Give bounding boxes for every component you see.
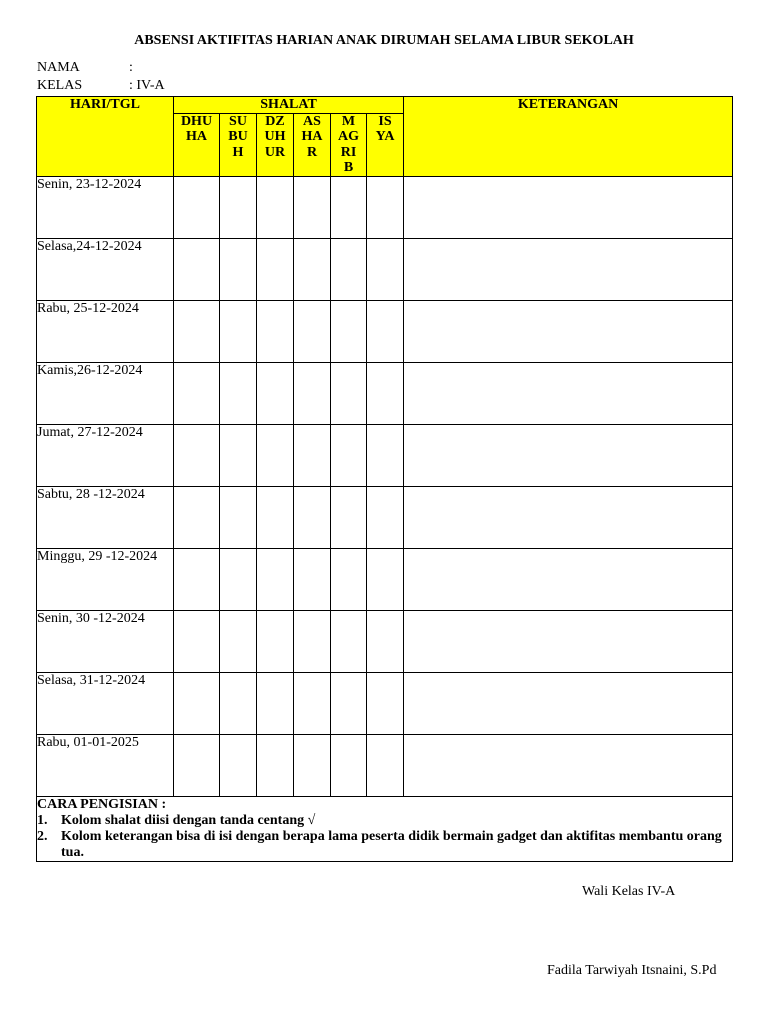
nama-label: NAMA: [37, 60, 80, 75]
check-cell[interactable]: [331, 734, 367, 796]
check-cell[interactable]: [220, 300, 257, 362]
check-cell[interactable]: [331, 486, 367, 548]
header-row: [37, 97, 733, 114]
keterangan-cell[interactable]: [404, 672, 733, 734]
kelas-label: KELAS: [37, 78, 83, 93]
check-cell[interactable]: [294, 610, 331, 672]
instruction-text: Kolom shalat diisi dengan tanda centang √: [61, 812, 316, 828]
date-cell: Rabu, 01-01-2025: [37, 734, 174, 796]
check-cell[interactable]: [174, 362, 220, 424]
check-cell[interactable]: [367, 610, 404, 672]
kelas-value: : IV-A: [129, 78, 165, 93]
check-cell[interactable]: [367, 424, 404, 486]
check-cell[interactable]: [331, 176, 367, 238]
check-cell[interactable]: [367, 486, 404, 548]
check-cell[interactable]: [331, 548, 367, 610]
check-cell[interactable]: [257, 362, 294, 424]
check-cell[interactable]: [367, 548, 404, 610]
check-cell[interactable]: [257, 548, 294, 610]
instruction-number: 2.: [37, 828, 48, 844]
check-cell[interactable]: [257, 734, 294, 796]
table-row: [37, 486, 733, 548]
check-cell[interactable]: [367, 176, 404, 238]
table-row: [37, 362, 733, 424]
check-cell[interactable]: [294, 672, 331, 734]
header-prayer-subuh: SU BU H: [220, 113, 257, 176]
check-cell[interactable]: [257, 238, 294, 300]
header-date: HARI/TGL: [37, 97, 174, 177]
check-cell[interactable]: [174, 176, 220, 238]
table-row: [37, 610, 733, 672]
date-cell: Jumat, 27-12-2024: [37, 424, 174, 486]
check-cell[interactable]: [220, 734, 257, 796]
check-cell[interactable]: [294, 238, 331, 300]
check-cell[interactable]: [174, 734, 220, 796]
check-cell[interactable]: [174, 424, 220, 486]
keterangan-cell[interactable]: [404, 238, 733, 300]
attendance-table: [36, 96, 733, 862]
date-cell: Sabtu, 28 -12-2024: [37, 486, 174, 548]
check-cell[interactable]: [174, 300, 220, 362]
check-cell[interactable]: [220, 238, 257, 300]
keterangan-cell[interactable]: [404, 548, 733, 610]
check-cell[interactable]: [220, 362, 257, 424]
instructions-heading: CARA PENGISIAN :: [37, 796, 167, 812]
table-row: [37, 734, 733, 796]
check-cell[interactable]: [367, 672, 404, 734]
header-shalat: SHALAT: [174, 97, 404, 114]
table-row: [37, 176, 733, 238]
table-row: [37, 300, 733, 362]
header-prayer-isya: IS YA: [367, 113, 404, 176]
date-cell: Senin, 23-12-2024: [37, 176, 174, 238]
check-cell[interactable]: [331, 672, 367, 734]
check-cell[interactable]: [294, 362, 331, 424]
signature-role: Wali Kelas IV-A: [582, 884, 676, 899]
header-prayer-dzuhur: DZ UH UR: [257, 113, 294, 176]
check-cell[interactable]: [331, 300, 367, 362]
check-cell[interactable]: [220, 486, 257, 548]
header-keterangan: KETERANGAN: [404, 97, 733, 177]
table-row: [37, 548, 733, 610]
kelas-field: [37, 78, 165, 94]
keterangan-cell[interactable]: [404, 424, 733, 486]
check-cell[interactable]: [174, 238, 220, 300]
check-cell[interactable]: [220, 424, 257, 486]
keterangan-cell[interactable]: [404, 486, 733, 548]
check-cell[interactable]: [294, 486, 331, 548]
check-cell[interactable]: [331, 424, 367, 486]
check-cell[interactable]: [257, 610, 294, 672]
keterangan-cell[interactable]: [404, 300, 733, 362]
header-prayer-ashar: AS HA R: [294, 113, 331, 176]
keterangan-cell[interactable]: [404, 362, 733, 424]
check-cell[interactable]: [220, 176, 257, 238]
check-cell[interactable]: [367, 734, 404, 796]
table-row: [37, 424, 733, 486]
date-cell: Rabu, 25-12-2024: [37, 300, 174, 362]
check-cell[interactable]: [331, 610, 367, 672]
instructions-cell: [37, 796, 733, 861]
signature-name: Fadila Tarwiyah Itsnaini, S.Pd: [547, 963, 717, 978]
nama-value: :: [129, 60, 133, 75]
check-cell[interactable]: [294, 424, 331, 486]
check-cell[interactable]: [367, 300, 404, 362]
instruction-number: 1.: [37, 812, 48, 828]
instruction-item: [37, 829, 732, 861]
check-cell[interactable]: [257, 486, 294, 548]
check-cell[interactable]: [174, 486, 220, 548]
check-cell[interactable]: [220, 548, 257, 610]
check-cell[interactable]: [257, 424, 294, 486]
date-cell: Senin, 30 -12-2024: [37, 610, 174, 672]
keterangan-cell[interactable]: [404, 176, 733, 238]
date-cell: Minggu, 29 -12-2024: [37, 548, 174, 610]
table-row: [37, 238, 733, 300]
instruction-text: Kolom keterangan bisa di isi dengan berapa lama peserta didik bermain gadget dan aktifitas membantu orang tua.: [61, 828, 722, 860]
check-cell[interactable]: [367, 362, 404, 424]
header-prayer-dhuha: DHU HA: [174, 113, 220, 176]
document-title: ABSENSI AKTIFITAS HARIAN ANAK DIRUMAH SELAMA LIBUR SEKOLAH: [134, 33, 634, 48]
table-row: [37, 672, 733, 734]
check-cell[interactable]: [257, 300, 294, 362]
check-cell[interactable]: [367, 238, 404, 300]
check-cell[interactable]: [220, 610, 257, 672]
date-cell: Selasa,24-12-2024: [37, 238, 174, 300]
check-cell[interactable]: [294, 300, 331, 362]
check-cell[interactable]: [294, 176, 331, 238]
check-cell[interactable]: [174, 610, 220, 672]
keterangan-cell[interactable]: [404, 610, 733, 672]
check-cell[interactable]: [257, 672, 294, 734]
check-cell[interactable]: [257, 176, 294, 238]
nama-field: [37, 60, 133, 76]
instruction-item: [37, 813, 732, 829]
check-cell[interactable]: [174, 548, 220, 610]
check-cell[interactable]: [331, 238, 367, 300]
check-cell[interactable]: [294, 548, 331, 610]
date-cell: Kamis,26-12-2024: [37, 362, 174, 424]
date-cell: Selasa, 31-12-2024: [37, 672, 174, 734]
header-prayer-magrib: M AG RI B: [331, 113, 367, 176]
check-cell[interactable]: [174, 672, 220, 734]
instructions-row: [37, 796, 733, 861]
check-cell[interactable]: [220, 672, 257, 734]
keterangan-cell[interactable]: [404, 734, 733, 796]
check-cell[interactable]: [331, 362, 367, 424]
check-cell[interactable]: [294, 734, 331, 796]
